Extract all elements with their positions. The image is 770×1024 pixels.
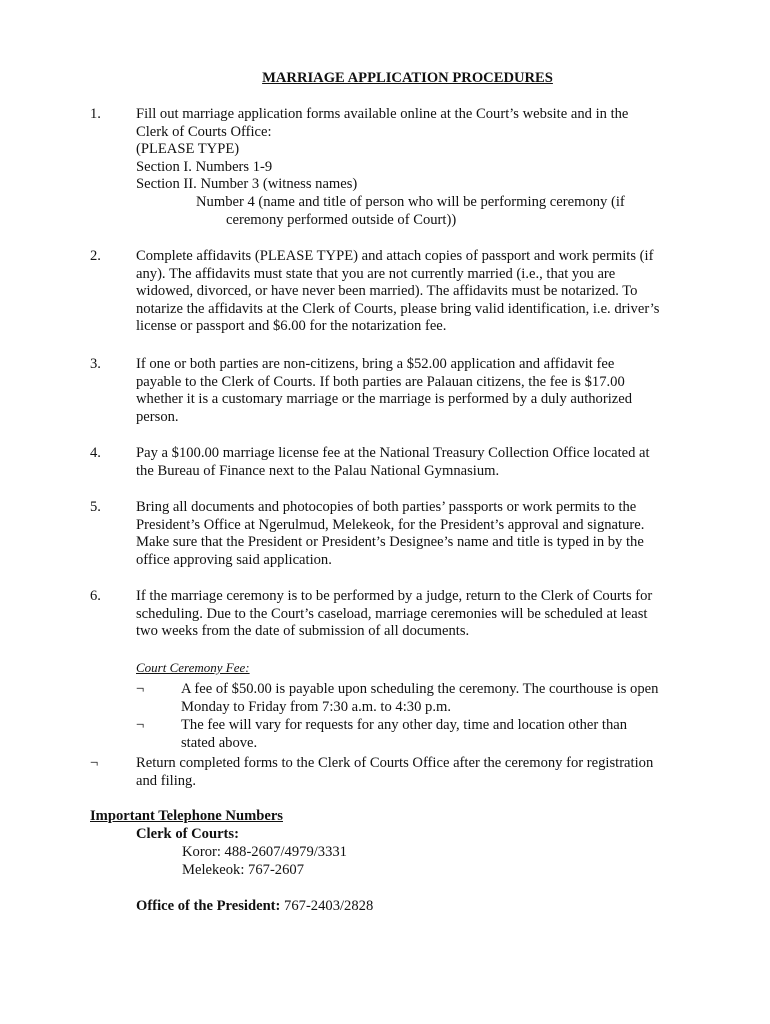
step-line: payable to the Clerk of Courts. If both parties are Palauan citizens, the fee is $17.00 [136,373,625,390]
step-number: 4. [90,445,101,461]
fee-bullet [136,681,736,716]
step-1 [90,106,690,229]
bullet-symbol: ¬ [136,717,145,733]
bullet-line: The fee will vary for requests for any other day, time and location other than [181,717,628,733]
return-forms-bullet [90,755,710,790]
koror-phone: Koror: 488-2607/4979/3331 [182,844,347,860]
bullet-line: stated above. [181,734,258,751]
step-6 [90,588,690,641]
step-line: Clerk of Courts Office: [136,123,272,140]
bullet-line: Return completed forms to the Clerk of Courts Office after the ceremony for registration [136,755,654,771]
president-office-phone [136,898,373,916]
step-line: Section I. Numbers 1-9 [136,158,273,175]
step-line: If one or both parties are non-citizens, bring a $52.00 application and affidavit fee [136,356,615,372]
step-number: 3. [90,356,101,372]
step-line: any). The affidavits must state that you are not currently married (i.e., that you are [136,265,616,282]
step-3 [90,356,690,426]
clerk-of-courts-label: Clerk of Courts: [136,826,239,842]
fee-heading: Court Ceremony Fee: [136,660,250,675]
step-subline: ceremony performed outside of Court)) [226,211,457,228]
president-office-label: Office of the President: [136,898,281,914]
step-5 [90,499,690,569]
step-line: the Bureau of Finance next to the Palau National Gymnasium. [136,462,500,479]
step-number: 6. [90,588,101,604]
president-office-number: 767-2403/2828 [280,898,374,914]
bullet-line: Monday to Friday from 7:30 a.m. to 4:30 p.m. [181,698,451,715]
melekeok-phone: Melekeok: 767-2607 [182,862,304,878]
step-line: license or passport and $6.00 for the notarization fee. [136,318,447,335]
telephone-heading: Important Telephone Numbers [90,808,283,824]
bullet-symbol: ¬ [136,681,145,697]
step-line: Fill out marriage application forms available online at the Court’s website and in the [136,106,629,122]
step-line: President’s Office at Ngerulmud, Melekeok, for the President’s approval and signature. [136,516,645,533]
step-line: Make sure that the President or President’s Designee’s name and title is typed in by the [136,534,644,551]
fee-bullet [136,717,736,752]
step-line: Complete affidavits (PLEASE TYPE) and attach copies of passport and work permits (if [136,248,654,264]
step-line: scheduling. Due to the Court’s caseload, marriage ceremonies will be scheduled at least [136,605,648,622]
page-title: MARRIAGE APPLICATION PROCEDURES [262,70,553,86]
step-line: person. [136,408,179,425]
step-line: two weeks from the date of submission of all documents. [136,623,470,640]
step-number: 5. [90,499,101,515]
bullet-line: A fee of $50.00 is payable upon scheduling the ceremony. The courthouse is open [181,681,659,697]
step-line: (PLEASE TYPE) [136,141,240,158]
step-line: Section II. Number 3 (witness names) [136,176,358,193]
step-line: Bring all documents and photocopies of both parties’ passports or work permits to the [136,499,637,515]
step-line: notarize the affidavits at the Clerk of Courts, please bring valid identification, i.e. driver’s [136,300,660,317]
step-number: 2. [90,248,101,264]
step-subline: Number 4 (name and title of person who will be performing ceremony (if [196,193,625,210]
step-line: whether it is a customary marriage or the marriage is performed by a duly authorized [136,391,633,408]
step-line: office approving said application. [136,551,332,568]
step-line: widowed, divorced, or have never been married). The affidavits must be notarized. To [136,283,638,300]
step-number: 1. [90,106,101,122]
bullet-line: and filing. [136,772,196,789]
step-line: If the marriage ceremony is to be performed by a judge, return to the Clerk of Courts for [136,588,653,604]
step-2 [90,248,690,336]
bullet-symbol: ¬ [90,755,99,771]
step-4 [90,445,690,480]
step-line: Pay a $100.00 marriage license fee at the National Treasury Collection Office located at [136,445,650,461]
